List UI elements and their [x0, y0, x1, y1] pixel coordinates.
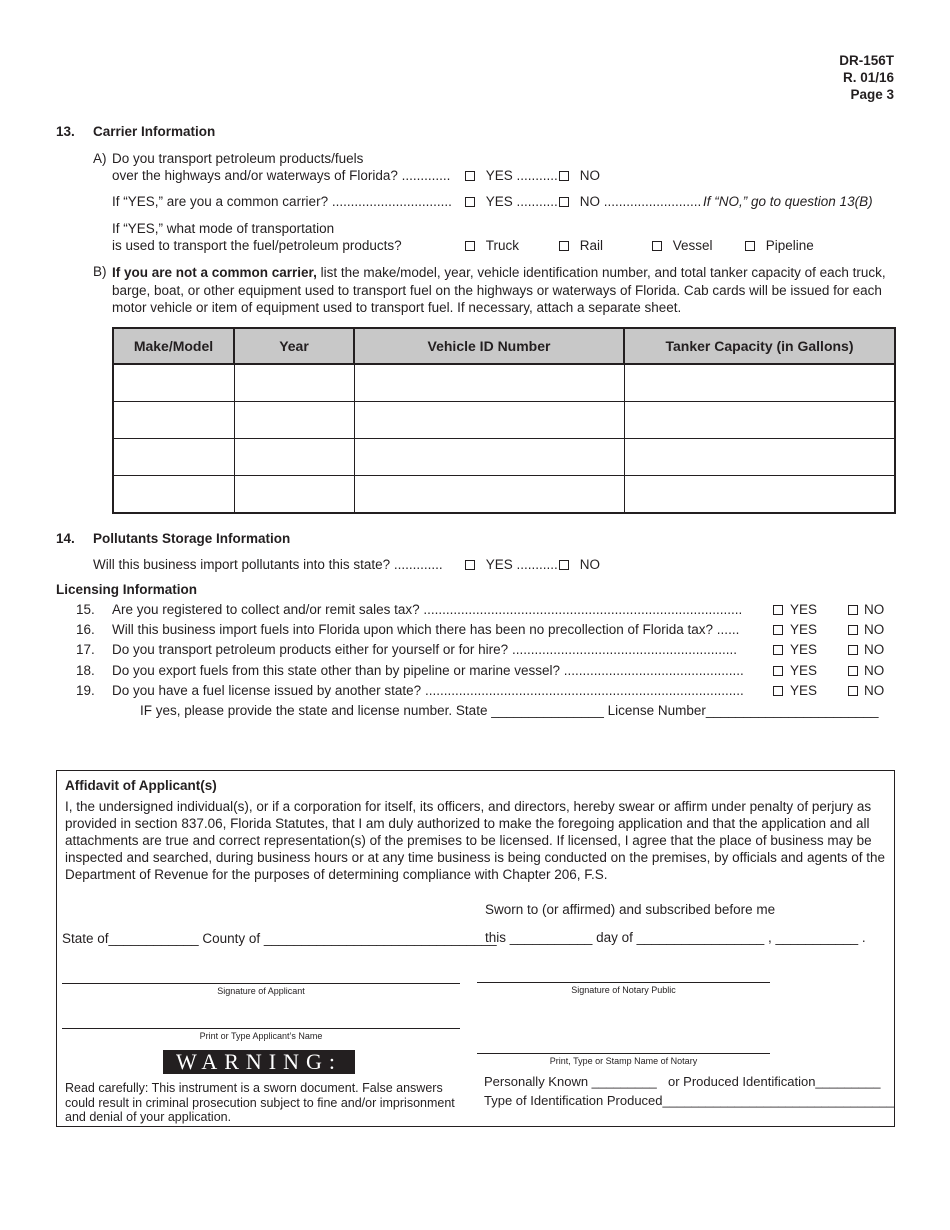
- q16-number: 16.: [76, 622, 95, 637]
- year-cell[interactable]: [234, 439, 354, 476]
- mode-truck-checkbox[interactable]: [465, 241, 475, 251]
- q18-yes-label: YES: [790, 663, 818, 678]
- q17-no-label: NO: [864, 642, 885, 657]
- q13a-no-checkbox[interactable]: [559, 171, 569, 181]
- q14-no-checkbox[interactable]: [559, 560, 569, 570]
- q15-yes-label: YES: [790, 602, 818, 617]
- q13b-label: B): [93, 264, 107, 279]
- make-model-cell[interactable]: [113, 402, 234, 439]
- q18-no-checkbox[interactable]: [848, 666, 858, 676]
- q16-no-checkbox[interactable]: [848, 625, 858, 635]
- q14-yes-label: YES: [485, 557, 513, 572]
- make-model-cell[interactable]: [113, 476, 234, 514]
- q13b-bold-lead: If you are not a common carrier,: [112, 265, 317, 280]
- q13a-common-no-dots: ..........................: [603, 194, 702, 209]
- q14-yes-dots: ...........: [516, 557, 558, 572]
- q16-yes-checkbox[interactable]: [773, 625, 783, 635]
- q13a-yes-label: YES: [485, 168, 513, 183]
- q18-yes-option[interactable]: [773, 663, 817, 678]
- vehicle-table-header: [113, 328, 895, 364]
- q14-title: Pollutants Storage Information: [93, 531, 291, 546]
- mode-pipeline-option[interactable]: [745, 238, 814, 253]
- q15-text: Are you registered to collect and/or remit sales tax? .....................................................................................: [112, 602, 743, 617]
- q19-followup-state-license[interactable]: IF yes, please provide the state and license number. State _______________ License Number_______________________: [140, 703, 879, 718]
- q15-no-label: NO: [864, 602, 885, 617]
- q14-no-label: NO: [579, 557, 601, 572]
- q13a-common-no-checkbox[interactable]: [559, 197, 569, 207]
- mode-pipeline-label: Pipeline: [765, 238, 814, 253]
- page-number: Page 3: [850, 87, 894, 102]
- vehicle-table: [112, 327, 896, 514]
- table-row: [113, 364, 895, 402]
- q16-yes-option[interactable]: [773, 622, 817, 637]
- q19-no-checkbox[interactable]: [848, 686, 858, 696]
- q19-number: 19.: [76, 683, 95, 698]
- applicant-signature-line[interactable]: [62, 983, 460, 984]
- form-header: [839, 52, 894, 103]
- mode-vessel-label: Vessel: [672, 238, 713, 253]
- make-model-cell[interactable]: [113, 439, 234, 476]
- warning-banner: WARNING:: [163, 1050, 355, 1074]
- table-row: [113, 476, 895, 514]
- q19-no-option[interactable]: [848, 683, 884, 698]
- form-revision: R. 01/16: [842, 70, 894, 85]
- table-row: [113, 402, 895, 439]
- q13a-no-instruction: If “NO,” go to question 13(B): [703, 194, 873, 209]
- produced-identification-field[interactable]: or Produced Identification_________: [668, 1074, 881, 1089]
- q15-yes-checkbox[interactable]: [773, 605, 783, 615]
- applicant-signature-caption: Signature of Applicant: [217, 986, 305, 996]
- table-row: [113, 439, 895, 476]
- q15-no-option[interactable]: [848, 602, 884, 617]
- q13a-common-yes-label: YES: [485, 194, 513, 209]
- col-year: Year: [234, 328, 354, 364]
- notary-signature-line[interactable]: [477, 982, 770, 983]
- tanker-capacity-cell[interactable]: [624, 439, 895, 476]
- mode-pipeline-checkbox[interactable]: [745, 241, 755, 251]
- licensing-title: Licensing Information: [56, 582, 198, 597]
- q15-no-checkbox[interactable]: [848, 605, 858, 615]
- q13a-common-question: If “YES,” are you a common carrier? ................................: [112, 194, 452, 209]
- q19-no-label: NO: [864, 683, 885, 698]
- tanker-capacity-cell[interactable]: [624, 402, 895, 439]
- notary-signature-caption: Signature of Notary Public: [571, 985, 676, 995]
- identification-type-field[interactable]: Type of Identification Produced________________________________: [484, 1093, 894, 1108]
- q19-yes-label: YES: [790, 683, 818, 698]
- mode-rail-label: Rail: [579, 238, 604, 253]
- q19-text: Do you have a fuel license issued by another state? .....................................................................................: [112, 683, 744, 698]
- q13-number: 13.: [56, 124, 75, 139]
- tanker-capacity-cell[interactable]: [624, 476, 895, 514]
- q17-no-checkbox[interactable]: [848, 645, 858, 655]
- notary-name-caption: Print, Type or Stamp Name of Notary: [549, 1056, 698, 1066]
- vehicle-id-cell[interactable]: [354, 439, 624, 476]
- mode-truck-label: Truck: [485, 238, 520, 253]
- q17-yes-option[interactable]: [773, 642, 817, 657]
- q14-number: 14.: [56, 531, 75, 546]
- q13a-yes-option[interactable]: [465, 168, 558, 183]
- q14-question: Will this business import pollutants into this state? .............: [93, 557, 443, 572]
- q14-no-option[interactable]: [559, 557, 600, 572]
- q17-no-option[interactable]: [848, 642, 884, 657]
- q13a-line2: over the highways and/or waterways of Florida? .............: [112, 168, 451, 183]
- col-make-model: Make/Model: [113, 328, 234, 364]
- col-tanker-capacity: Tanker Capacity (in Gallons): [624, 328, 895, 364]
- q13a-mode-line1: If “YES,” what mode of transportation: [112, 221, 335, 236]
- sworn-statement: Sworn to (or affirmed) and subscribed before me: [485, 902, 776, 917]
- q15-yes-option[interactable]: [773, 602, 817, 617]
- q16-yes-label: YES: [790, 622, 818, 637]
- q13-title: Carrier Information: [93, 124, 216, 139]
- q13a-mode-line2: is used to transport the fuel/petroleum products?: [112, 238, 402, 253]
- q13a-common-yes-option[interactable]: [465, 194, 558, 209]
- affidavit-body: I, the undersigned individual(s), or if a corporation for itself, its officers, and directors, hereby swear or affirm under penalty of perjury as provided in section 837.06, Florida Statutes, that I am duly authorized to make the foregoing application and that the application and all attachments are true and correct representation(s) of the premises to be licensed. If licensed, I agree that the place of business may be inspected and searched, during business hours or at any time business is being conducted on the premises, by officials and agents of the Department of Revenue for the purposes of determining compliance with Chapter 206, F.S.: [65, 799, 885, 882]
- q19-yes-checkbox[interactable]: [773, 686, 783, 696]
- q17-yes-checkbox[interactable]: [773, 645, 783, 655]
- q13a-no-label: NO: [579, 168, 601, 183]
- vehicle-id-cell[interactable]: [354, 364, 624, 402]
- q13b-instructions: [112, 264, 894, 317]
- q13b-text: list the make/model, year, vehicle identification number, and total tanker capacity of each truck, barge, boat, or other equipment used to transport fuel on the highways or waterways of Florida. Cab cards will be issued for each motor vehicle or item of equipment used to transport fuel. If necessary, attach a separate sheet.: [112, 265, 886, 315]
- warning-text: Read carefully: This instrument is a sworn document. False answers could result in criminal prosecution subject to fine and/or imprisonment and denial of your application.: [65, 1081, 455, 1124]
- q18-no-option[interactable]: [848, 663, 884, 678]
- q19-yes-option[interactable]: [773, 683, 817, 698]
- q13a-label: A): [93, 151, 107, 166]
- q16-text: Will this business import fuels into Florida upon which there has been no precollection of Florida tax? ......: [112, 622, 740, 637]
- q16-no-label: NO: [864, 622, 885, 637]
- q13a-yes-checkbox[interactable]: [465, 171, 475, 181]
- vehicle-id-cell[interactable]: [354, 476, 624, 514]
- q13a-common-no-label: NO: [579, 194, 601, 209]
- state-county-fields[interactable]: State of____________ County of _______________________________: [62, 931, 497, 946]
- q18-text: Do you export fuels from this state other than by pipeline or marine vessel? ................................................: [112, 663, 744, 678]
- mode-rail-checkbox[interactable]: [559, 241, 569, 251]
- col-vehicle-id: Vehicle ID Number: [354, 328, 624, 364]
- q17-number: 17.: [76, 642, 95, 657]
- q13a-common-yes-checkbox[interactable]: [465, 197, 475, 207]
- q17-yes-label: YES: [790, 642, 818, 657]
- q18-number: 18.: [76, 663, 95, 678]
- q13a-no-option[interactable]: [559, 168, 600, 183]
- q17-text: Do you transport petroleum products either for yourself or for hire? ............................................................: [112, 642, 737, 657]
- q16-no-option[interactable]: [848, 622, 884, 637]
- affidavit-title: Affidavit of Applicant(s): [65, 778, 217, 793]
- vehicle-id-cell[interactable]: [354, 402, 624, 439]
- notary-date-fields[interactable]: this ___________ day of _________________ , ___________ .: [485, 930, 866, 945]
- year-cell[interactable]: [234, 364, 354, 402]
- q13a-common-yes-dots: ...........: [516, 194, 558, 209]
- form-id: DR-156T: [839, 53, 894, 68]
- mode-vessel-option[interactable]: [652, 238, 713, 253]
- q13a-yes-dots: ...........: [516, 168, 558, 183]
- q13a-line1: Do you transport petroleum products/fuels: [112, 151, 364, 166]
- mode-rail-option[interactable]: [559, 238, 603, 253]
- year-cell[interactable]: [234, 402, 354, 439]
- notary-name-line[interactable]: [477, 1053, 770, 1054]
- applicant-name-line[interactable]: [62, 1028, 460, 1029]
- q13a-common-no-option[interactable]: [559, 194, 701, 209]
- q18-yes-checkbox[interactable]: [773, 666, 783, 676]
- mode-vessel-checkbox[interactable]: [652, 241, 662, 251]
- q18-no-label: NO: [864, 663, 885, 678]
- applicant-name-caption: Print or Type Applicant’s Name: [199, 1031, 323, 1041]
- mode-truck-option[interactable]: [465, 238, 519, 253]
- q14-yes-checkbox[interactable]: [465, 560, 475, 570]
- make-model-cell[interactable]: [113, 364, 234, 402]
- q14-yes-option[interactable]: [465, 557, 558, 572]
- tanker-capacity-cell[interactable]: [624, 364, 895, 402]
- q15-number: 15.: [76, 602, 95, 617]
- personally-known-field[interactable]: Personally Known _________: [484, 1074, 657, 1089]
- year-cell[interactable]: [234, 476, 354, 514]
